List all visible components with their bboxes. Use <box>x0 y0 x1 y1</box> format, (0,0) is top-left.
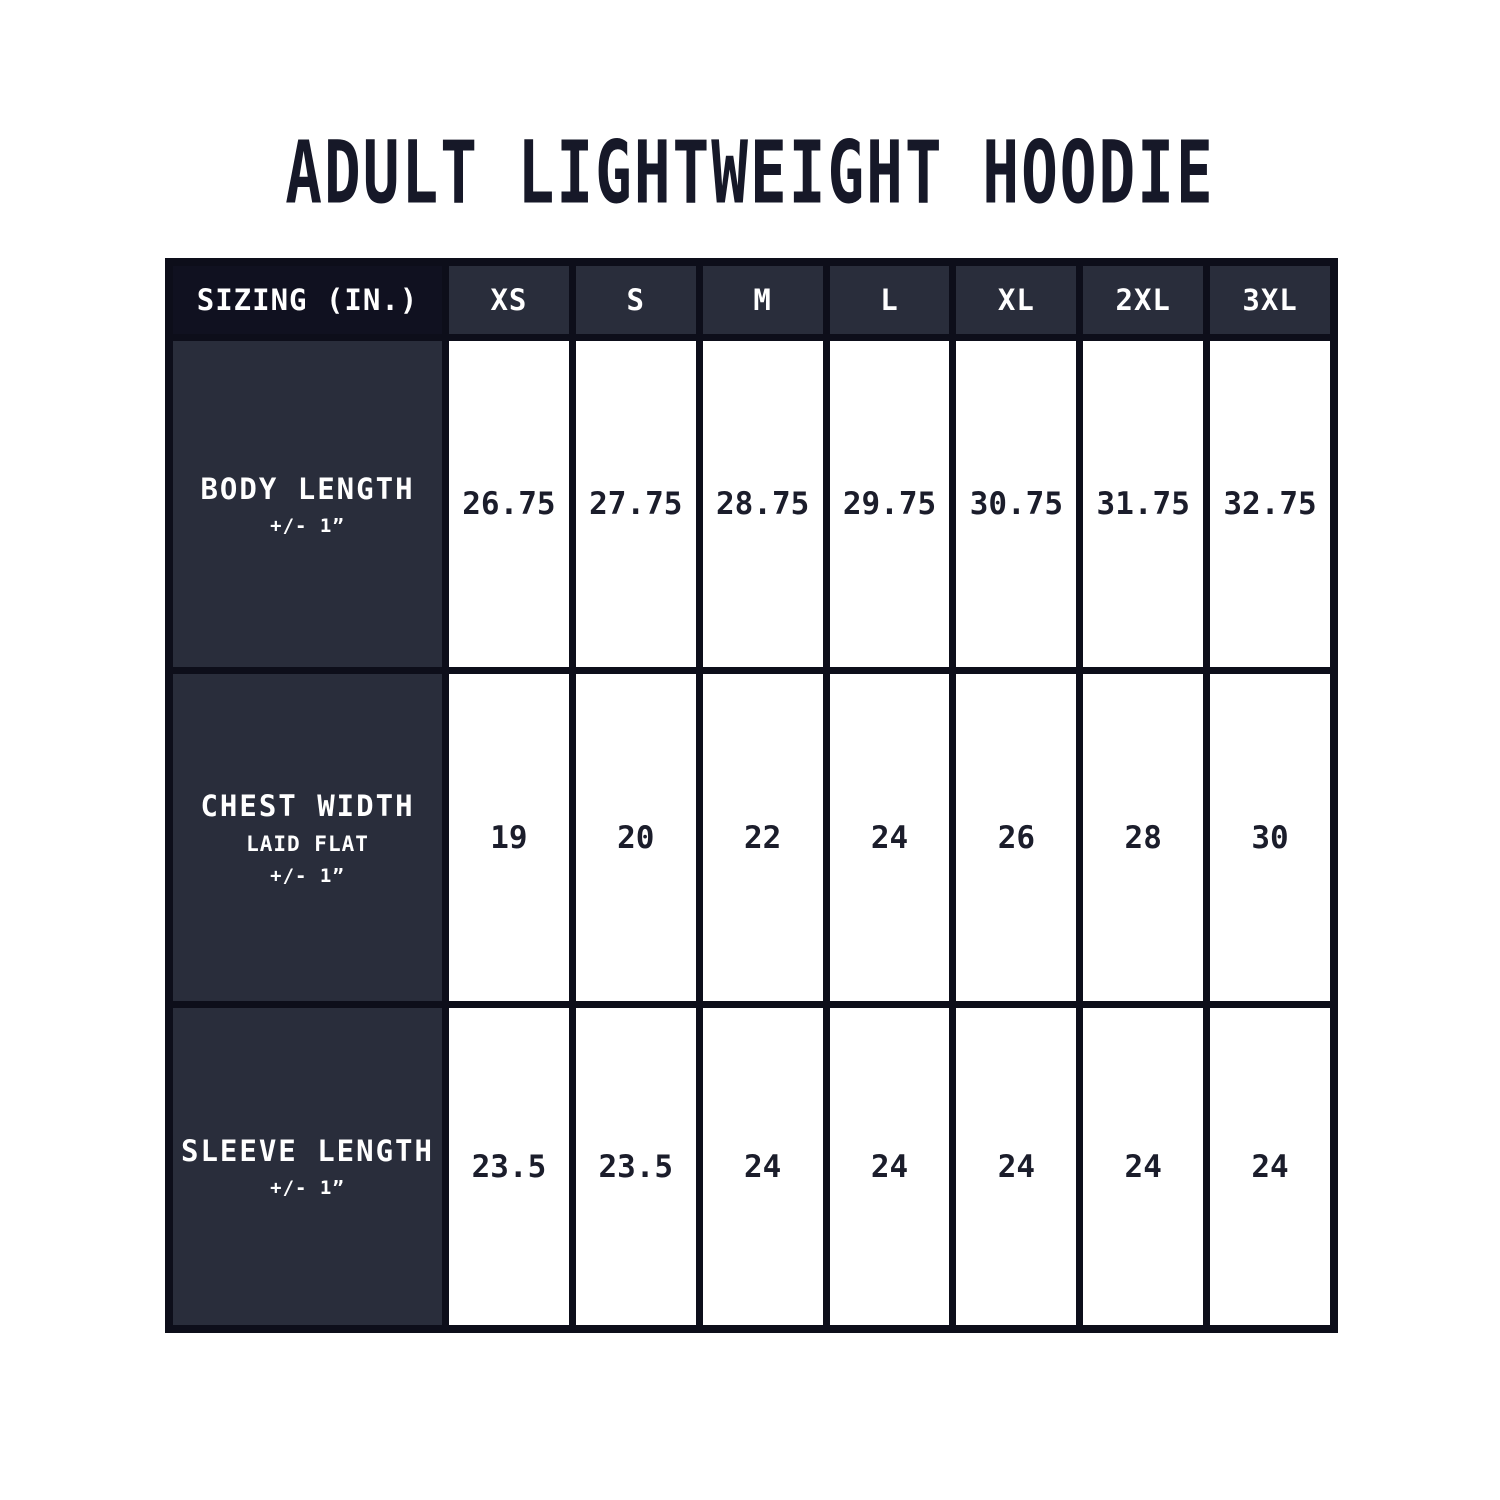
value-body-length-s: 27.75 <box>576 341 696 667</box>
value-body-length-xs: 26.75 <box>449 341 569 667</box>
size-column-header-l: L <box>830 266 950 334</box>
size-column-header-s: S <box>576 266 696 334</box>
value-body-length-xl: 30.75 <box>956 341 1076 667</box>
row-label-sleeve-length <box>173 1008 442 1325</box>
value-chest-width-xs: 19 <box>449 674 569 1001</box>
value-body-length-l: 29.75 <box>830 341 950 667</box>
size-column-header-xl: XL <box>956 266 1076 334</box>
row-label-text: BODY LENGTH <box>200 471 415 506</box>
value-sleeve-length-m: 24 <box>703 1008 823 1325</box>
value-sleeve-length-3xl: 24 <box>1210 1008 1330 1325</box>
size-column-header-xs: XS <box>449 266 569 334</box>
size-column-header-2xl: 2XL <box>1083 266 1203 334</box>
value-chest-width-m: 22 <box>703 674 823 1001</box>
value-body-length-2xl: 31.75 <box>1083 341 1203 667</box>
value-chest-width-2xl: 28 <box>1083 674 1203 1001</box>
value-sleeve-length-s: 23.5 <box>576 1008 696 1325</box>
row-label-tolerance: +/- 1” <box>270 1177 345 1199</box>
value-chest-width-3xl: 30 <box>1210 674 1330 1001</box>
value-sleeve-length-xs: 23.5 <box>449 1008 569 1325</box>
value-chest-width-xl: 26 <box>956 674 1076 1001</box>
size-column-header-3xl: 3XL <box>1210 266 1330 334</box>
value-sleeve-length-2xl: 24 <box>1083 1008 1203 1325</box>
value-chest-width-l: 24 <box>830 674 950 1001</box>
size-column-header-m: M <box>703 266 823 334</box>
value-chest-width-s: 20 <box>576 674 696 1001</box>
row-label-tolerance: +/- 1” <box>270 864 345 887</box>
row-label-body-length <box>173 341 442 667</box>
row-label-subtext: LAID FLAT <box>246 831 369 856</box>
value-body-length-3xl: 32.75 <box>1210 341 1330 667</box>
row-label-tolerance: +/- 1” <box>270 514 345 537</box>
row-label-chest-width <box>173 674 442 1001</box>
table-corner-header: SIZING (IN.) <box>173 266 442 334</box>
row-label-text: SLEEVE LENGTH <box>181 1134 434 1168</box>
size-table <box>165 258 1338 1333</box>
value-sleeve-length-xl: 24 <box>956 1008 1076 1325</box>
value-body-length-m: 28.75 <box>703 341 823 667</box>
value-sleeve-length-l: 24 <box>830 1008 950 1325</box>
row-label-text: CHEST WIDTH <box>200 788 415 823</box>
page-title: ADULT LIGHTWEIGHT HOODIE <box>285 122 1215 224</box>
